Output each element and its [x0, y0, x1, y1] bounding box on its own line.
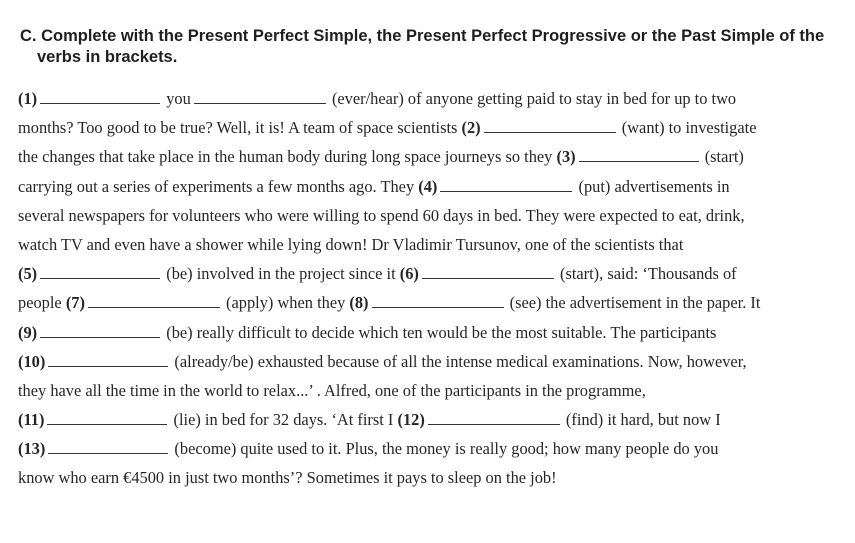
gap-number-3: (3) [556, 147, 576, 167]
text-line-2 [18, 113, 838, 142]
text-segment: (be) really difficult to decide which ten would be the most suitable. The participants [166, 322, 717, 342]
gap-number-7: (7) [65, 293, 85, 313]
gap-number-4: (4) [418, 176, 438, 196]
text-segment: months? Too good to be true? Well, it is! A team of space scientists [18, 118, 458, 138]
gap-13-blank[interactable] [48, 440, 168, 454]
text-segment: you [166, 89, 191, 108]
gap-5-blank[interactable] [40, 265, 160, 279]
gap-4-blank[interactable] [440, 178, 572, 192]
gap-number-2: (2) [461, 118, 481, 138]
gap-1b-blank[interactable] [194, 90, 326, 104]
gap-number-10: (10) [18, 351, 46, 371]
gap-10-blank[interactable] [48, 353, 168, 367]
text-segment: (see) the advertisement in the paper. It [509, 293, 761, 313]
text-line-5: several newspapers for volunteers who were willing to spend 60 days in bed. They were expected to eat, drink, [18, 205, 745, 225]
gap-6-blank[interactable] [422, 265, 554, 279]
text-segment: (become) quite used to it. Plus, the money is really good; how many people do you [174, 439, 719, 459]
text-line-11: they have all the time in the world to relax...’ . Alfred, one of the participants in the programme, [18, 380, 646, 400]
text-line-10 [18, 347, 838, 376]
text-segment: (start) [704, 147, 744, 167]
gap-number-1: (1) [18, 89, 38, 108]
gap-2-blank[interactable] [484, 119, 616, 133]
text-segment: (find) it hard, but now I [565, 410, 721, 430]
text-segment: (lie) in bed for 32 days. ‘At first I [173, 410, 394, 430]
gap-number-8: (8) [349, 293, 369, 313]
text-line-6: watch TV and even have a shower while lying down! Dr Vladimir Tursunov, one of the scientists that [18, 234, 684, 254]
text-line-12 [18, 405, 838, 434]
text-segment: (ever/hear) of anyone getting paid to stay in bed for up to two [331, 89, 737, 108]
text-segment: (already/be) exhausted because of all the intense medical examinations. Now, however, [174, 351, 747, 371]
gap-9-blank[interactable] [40, 324, 160, 338]
heading-line-2: verbs in brackets. [37, 48, 178, 66]
gap-number-13: (13) [18, 439, 46, 459]
text-line-14: know who earn €4500 in just two months’? Sometimes it pays to sleep on the job! [18, 468, 557, 488]
heading-line-1: C. Complete with the Present Perfect Simple, the Present Perfect Progressive or the Past Simple of the [20, 27, 825, 45]
text-segment: (be) involved in the project since it [166, 264, 396, 284]
gap-7-blank[interactable] [88, 294, 220, 308]
text-line-13 [18, 434, 838, 463]
gap-number-11: (11) [18, 410, 45, 430]
text-segment: carrying out a series of experiments a few months ago. They [18, 176, 415, 196]
text-line-1 [18, 84, 838, 113]
gap-12-blank[interactable] [428, 411, 560, 425]
text-segment: (put) advertisements in [578, 176, 730, 196]
exercise-heading [20, 26, 835, 68]
gap-number-5: (5) [18, 264, 38, 284]
gap-8-blank[interactable] [372, 294, 504, 308]
gap-3-blank[interactable] [579, 148, 699, 162]
gap-number-12: (12) [397, 410, 425, 430]
exercise-text [18, 84, 838, 493]
gap-11-blank[interactable] [47, 411, 167, 425]
text-line-9 [18, 318, 838, 347]
gap-number-9: (9) [18, 322, 38, 342]
gap-number-6: (6) [399, 264, 419, 284]
text-line-4 [18, 172, 838, 201]
text-line-7 [18, 259, 838, 288]
text-segment: (apply) when they [226, 293, 346, 313]
text-line-3 [18, 142, 838, 171]
text-segment: the changes that take place in the human body during long space journeys so they [18, 147, 553, 167]
gap-1-blank[interactable] [40, 90, 160, 104]
text-segment: people [18, 293, 62, 313]
text-line-8 [18, 288, 838, 317]
text-segment: (want) to investigate [621, 118, 757, 138]
text-segment: (start), said: ‘Thousands of [559, 264, 737, 284]
